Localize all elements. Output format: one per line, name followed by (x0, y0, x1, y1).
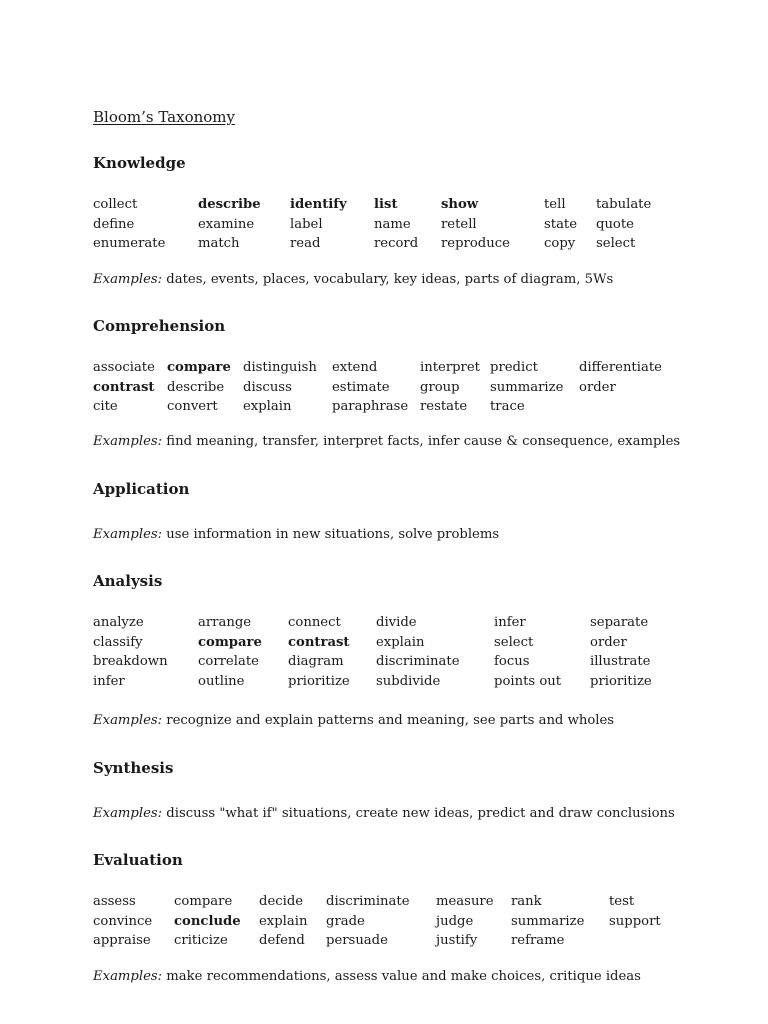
verb-cell: defend (259, 933, 305, 949)
section-heading: Analysis (93, 572, 163, 590)
verb-cell: tell (544, 197, 566, 212)
section-heading: Application (93, 480, 190, 498)
verb-cell: decide (259, 894, 304, 909)
verb-cell: measure (436, 894, 494, 909)
verb-cell: retell (441, 216, 477, 232)
verb-cell: order (579, 379, 616, 395)
examples-line (93, 804, 675, 824)
examples-label: Examples: (93, 806, 163, 821)
examples-label: Examples: (93, 527, 163, 542)
examples-text: find meaning, transfer, interpret facts, infer cause & consequence, examples (162, 434, 681, 449)
verb-cell: infer (494, 615, 526, 630)
verb-cell: convince (93, 913, 153, 929)
section-heading: Synthesis (93, 759, 174, 777)
examples-text: use information in new situations, solve problems (162, 527, 500, 542)
examples-text: recognize and explain patterns and meaning, see parts and wholes (162, 713, 615, 728)
verb-cell: arrange (198, 615, 252, 630)
verb-cell: reproduce (441, 236, 510, 252)
verb-cell: discriminate (376, 654, 460, 670)
verb-cell: discuss (243, 379, 292, 395)
examples-line (93, 525, 499, 545)
examples-line (93, 270, 613, 290)
verb-cell: connect (288, 615, 341, 630)
verb-cell: distinguish (243, 360, 317, 375)
verb-cell: order (590, 634, 627, 650)
examples-text: make recommendations, assess value and make choices, critique ideas (162, 969, 641, 984)
verb-cell: appraise (93, 933, 151, 949)
verb-cell: compare (198, 634, 262, 650)
section-heading: Comprehension (93, 317, 226, 335)
verb-cell: points out (494, 674, 562, 690)
section-heading: Evaluation (93, 851, 183, 869)
verb-cell: identify (290, 197, 347, 212)
verb-cell: judge (436, 913, 474, 929)
verb-cell: conclude (174, 913, 241, 929)
examples-text: discuss "what if" situations, create new ideas, predict and draw conclusions (162, 806, 675, 821)
verb-cell: examine (198, 216, 255, 232)
verb-cell: discriminate (326, 894, 410, 909)
verb-cell: trace (490, 399, 525, 415)
page-title: Bloom’s Taxonomy (93, 108, 236, 126)
verb-cell: assess (93, 894, 136, 909)
examples-label: Examples: (93, 713, 163, 728)
verb-cell: prioritize (288, 674, 350, 690)
verb-cell: differentiate (579, 360, 662, 375)
verb-cell: separate (590, 615, 649, 630)
verb-cell: test (609, 894, 635, 909)
verb-cell: define (93, 216, 135, 232)
verb-cell: copy (544, 236, 576, 252)
verb-cell: contrast (288, 634, 350, 650)
verb-cell: describe (198, 197, 261, 212)
verb-cell: predict (490, 360, 538, 375)
examples-line (93, 967, 641, 987)
verb-cell: grade (326, 913, 365, 929)
examples-label: Examples: (93, 434, 163, 449)
examples-line (93, 711, 614, 731)
verb-cell: enumerate (93, 236, 166, 252)
verb-cell: convert (167, 399, 218, 415)
verb-cell: state (544, 216, 578, 232)
verb-cell: breakdown (93, 654, 168, 670)
verb-cell: contrast (93, 379, 155, 395)
verb-cell: divide (376, 615, 417, 630)
verb-cell: describe (167, 379, 225, 395)
verb-cell: prioritize (590, 674, 652, 690)
verb-cell: tabulate (596, 197, 652, 212)
verb-cell: analyze (93, 615, 144, 630)
verb-cell: group (420, 379, 460, 395)
verb-cell: list (374, 197, 398, 212)
verb-cell: criticize (174, 933, 228, 949)
verb-cell: read (290, 236, 321, 252)
verb-cell: explain (376, 634, 425, 650)
verb-cell: restate (420, 399, 468, 415)
verb-cell: support (609, 913, 661, 929)
verb-cell: explain (243, 399, 292, 415)
verb-cell: subdivide (376, 674, 441, 690)
verb-cell: cite (93, 399, 118, 415)
verb-cell: correlate (198, 654, 259, 670)
verb-cell: outline (198, 674, 245, 690)
verb-cell: select (596, 236, 636, 252)
verb-cell: record (374, 236, 419, 252)
verb-cell: summarize (511, 913, 585, 929)
verb-cell: select (494, 634, 534, 650)
verb-cell: reframe (511, 933, 565, 949)
verb-cell: quote (596, 216, 634, 232)
verb-cell: estimate (332, 379, 390, 395)
verb-cell: infer (93, 674, 125, 690)
examples-line (93, 432, 680, 452)
verb-cell: focus (494, 654, 530, 670)
verb-cell: illustrate (590, 654, 651, 670)
verb-cell: collect (93, 197, 138, 212)
verb-cell: summarize (490, 379, 564, 395)
verb-cell: show (441, 197, 479, 212)
verb-cell: match (198, 236, 240, 252)
examples-label: Examples: (93, 969, 163, 984)
verb-cell: interpret (420, 360, 480, 375)
verb-cell: explain (259, 913, 308, 929)
verb-cell: justify (436, 933, 478, 949)
examples-label: Examples: (93, 272, 163, 287)
section-heading: Knowledge (93, 154, 186, 172)
verb-cell: label (290, 216, 323, 232)
verb-cell: compare (174, 894, 233, 909)
verb-cell: rank (511, 894, 542, 909)
verb-cell: name (374, 216, 411, 232)
verb-cell: persuade (326, 933, 388, 949)
examples-text: dates, events, places, vocabulary, key ideas, parts of diagram, 5Ws (162, 272, 614, 287)
verb-cell: extend (332, 360, 378, 375)
verb-cell: associate (93, 360, 155, 375)
verb-cell: paraphrase (332, 399, 409, 415)
verb-cell: diagram (288, 654, 344, 670)
verb-cell: classify (93, 634, 143, 650)
verb-cell: compare (167, 360, 231, 375)
